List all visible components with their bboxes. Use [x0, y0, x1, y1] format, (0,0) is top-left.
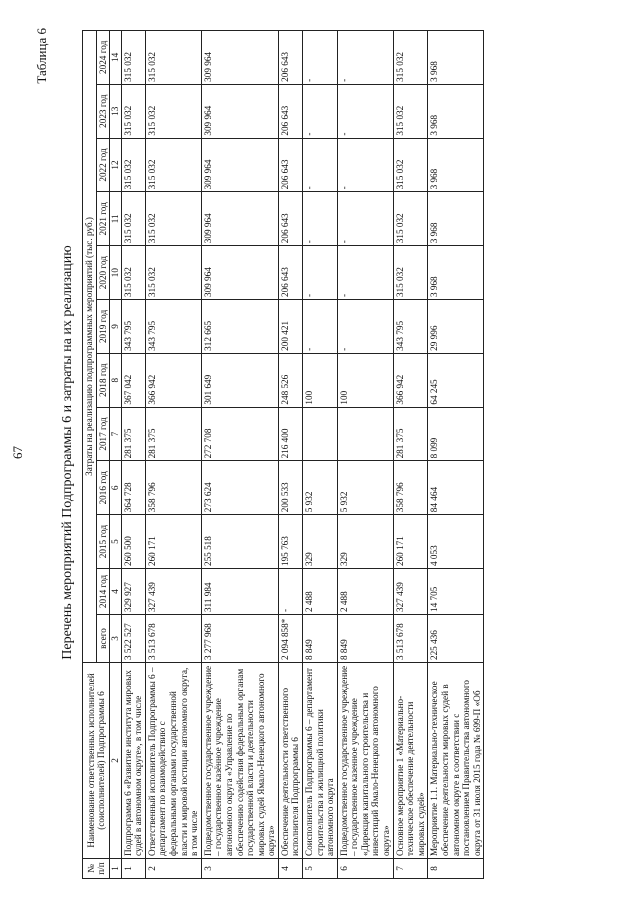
column-index-cell: 14: [110, 30, 122, 84]
column-index-cell: 1: [110, 859, 122, 879]
column-index-cell: 2: [110, 663, 122, 859]
row-year-cell: 315 032: [121, 84, 145, 138]
table-row: [121, 30, 145, 878]
row-year-cell: 100: [337, 353, 393, 407]
row-2014-cell: 329 927: [121, 569, 145, 615]
row-year-cell: 315 032: [393, 30, 428, 84]
column-index-cell: 10: [110, 246, 122, 300]
table-row: [302, 30, 337, 878]
header-year: 2022 год: [96, 138, 110, 192]
row-year-cell: 315 032: [121, 246, 145, 300]
column-index-cell: 4: [110, 569, 122, 615]
row-year-cell: 3 968: [428, 192, 484, 246]
row-name-cell: Соисполнитель Подпрограммы 6 – департамент строительства и жилищной политики автономного округа: [302, 663, 337, 859]
row-year-cell: 315 032: [393, 138, 428, 192]
row-year-cell: 272 708: [201, 407, 278, 461]
header-year: 2021 год: [96, 192, 110, 246]
row-year-cell: 329: [337, 515, 393, 569]
column-index-cell: 3: [110, 615, 122, 663]
row-year-cell: 315 032: [393, 246, 428, 300]
row-year-cell: 329: [302, 515, 337, 569]
row-year-cell: 216 400: [278, 407, 302, 461]
row-2014-cell: 14 705: [428, 569, 484, 615]
row-number-cell: 7: [393, 859, 428, 879]
row-total-cell: 8 849: [302, 615, 337, 663]
table-row: [145, 30, 201, 878]
header-costs-group: Затраты на реализацию подпрограммных мероприятий (тыс. руб.): [83, 30, 97, 662]
row-year-cell: 315 032: [393, 84, 428, 138]
row-year-cell: 200 533: [278, 461, 302, 515]
row-year-cell: 8 099: [428, 407, 484, 461]
row-year-cell: 343 795: [121, 300, 145, 354]
row-year-cell: -: [302, 84, 337, 138]
row-number-cell: 3: [201, 859, 278, 879]
row-year-cell: 206 643: [278, 246, 302, 300]
row-number-cell: 5: [302, 859, 337, 879]
header-year: 2023 год: [96, 84, 110, 138]
table-row: [337, 30, 393, 878]
row-year-cell: [337, 407, 393, 461]
row-year-cell: 358 796: [145, 461, 201, 515]
header-number: № п/п: [83, 859, 110, 879]
row-name-cell: Подпрограмма 6 «Развитие института мировых судей в автономном округе», в том числе: [121, 663, 145, 859]
row-number-cell: 2: [145, 859, 201, 879]
row-2014-cell: 311 984: [201, 569, 278, 615]
row-year-cell: 260 171: [393, 515, 428, 569]
row-year-cell: 343 795: [393, 300, 428, 354]
table-header-row: [83, 30, 97, 878]
row-total-cell: 225 436: [428, 615, 484, 663]
row-name-cell: Основное мероприятие 1 «Материально-техническое обеспечение деятельности мировых судей»: [393, 663, 428, 859]
row-year-cell: 3 968: [428, 246, 484, 300]
column-index-cell: 8: [110, 353, 122, 407]
row-year-cell: 309 964: [201, 84, 278, 138]
column-index-cell: 13: [110, 84, 122, 138]
row-year-cell: 281 375: [121, 407, 145, 461]
column-index-cell: 7: [110, 407, 122, 461]
document-title: Перечень мероприятий Подпрограммы 6 и затраты на их реализацию: [60, 245, 75, 660]
row-year-cell: 206 643: [278, 30, 302, 84]
column-index-cell: 11: [110, 192, 122, 246]
row-2014-cell: 327 439: [145, 569, 201, 615]
row-year-cell: 309 964: [201, 138, 278, 192]
row-year-cell: 315 032: [121, 192, 145, 246]
row-year-cell: -: [337, 246, 393, 300]
row-year-cell: 200 421: [278, 300, 302, 354]
row-total-cell: 8 849: [337, 615, 393, 663]
row-total-cell: 3 513 678: [145, 615, 201, 663]
row-year-cell: 364 728: [121, 461, 145, 515]
row-year-cell: 367 042: [121, 353, 145, 407]
table-row: [393, 30, 428, 878]
row-year-cell: -: [302, 138, 337, 192]
row-year-cell: 312 665: [201, 300, 278, 354]
row-2014-cell: 327 439: [393, 569, 428, 615]
row-year-cell: 315 032: [121, 30, 145, 84]
row-year-cell: 358 796: [393, 461, 428, 515]
column-index-cell: 6: [110, 461, 122, 515]
row-total-cell: 3 513 678: [393, 615, 428, 663]
row-year-cell: 281 375: [145, 407, 201, 461]
row-year-cell: 315 032: [145, 192, 201, 246]
row-year-cell: 64 245: [428, 353, 484, 407]
row-year-cell: 3 968: [428, 30, 484, 84]
header-year: 2024 год: [96, 30, 110, 84]
row-2014-cell: 2 488: [302, 569, 337, 615]
row-year-cell: -: [337, 30, 393, 84]
row-number-cell: 8: [428, 859, 484, 879]
row-total-cell: 3 522 527: [121, 615, 145, 663]
header-name: Наименование ответственных исполнителей (соисполнителей) Подпрограммы 6: [83, 663, 110, 859]
row-name-cell: Мероприятие 1.1. Материально-техническое обеспечение деятельности мировых судей в автономном округе в соответствии с постановлением Правительства автономного округа от 31 июля 2015 года № 699-П «Об: [428, 663, 484, 859]
row-name-cell: Подведомственное государственное учреждение – государственное казенное учреждение «Дирекция капитального строительства и инвестиций Ямало-Ненецкого автономного округа»: [337, 663, 393, 859]
row-year-cell: -: [337, 300, 393, 354]
row-year-cell: 248 526: [278, 353, 302, 407]
row-year-cell: 3 968: [428, 84, 484, 138]
row-year-cell: 255 518: [201, 515, 278, 569]
header-year: 2019 год: [96, 300, 110, 354]
header-year: 2018 год: [96, 353, 110, 407]
row-year-cell: [302, 407, 337, 461]
column-index-row: [110, 30, 122, 878]
page-number: 67: [10, 446, 25, 459]
row-year-cell: 309 964: [201, 246, 278, 300]
header-total: всего: [96, 615, 110, 663]
row-year-cell: 366 942: [145, 353, 201, 407]
row-year-cell: -: [302, 30, 337, 84]
table-row: [428, 30, 484, 878]
row-name-cell: Ответственный исполнитель Подпрограммы 6 – департамент по взаимодействию с федеральными органами государственной власти и мировой юстиции автономного округа, в том числе: [145, 663, 201, 859]
header-year: 2017 год: [96, 407, 110, 461]
row-year-cell: -: [337, 84, 393, 138]
row-total-cell: 2 094 858*: [278, 615, 302, 663]
row-year-cell: 315 032: [145, 84, 201, 138]
row-year-cell: 206 643: [278, 192, 302, 246]
row-year-cell: 29 996: [428, 300, 484, 354]
row-year-cell: 5 932: [337, 461, 393, 515]
row-year-cell: -: [337, 138, 393, 192]
row-year-cell: 315 032: [145, 246, 201, 300]
row-year-cell: 281 375: [393, 407, 428, 461]
row-year-cell: 100: [302, 353, 337, 407]
header-year: 2016 год: [96, 461, 110, 515]
table-row: [201, 30, 278, 878]
row-number-cell: 1: [121, 859, 145, 879]
table-body: [110, 30, 484, 878]
table-label: Таблица 6: [34, 28, 49, 84]
row-year-cell: 260 500: [121, 515, 145, 569]
row-year-cell: 301 649: [201, 353, 278, 407]
row-2014-cell: -: [278, 569, 302, 615]
row-year-cell: 195 763: [278, 515, 302, 569]
row-year-cell: 3 968: [428, 138, 484, 192]
row-year-cell: 309 964: [201, 30, 278, 84]
row-year-cell: 366 942: [393, 353, 428, 407]
row-year-cell: 206 643: [278, 84, 302, 138]
row-year-cell: -: [302, 300, 337, 354]
column-index-cell: 12: [110, 138, 122, 192]
row-year-cell: 84 464: [428, 461, 484, 515]
row-year-cell: 5 932: [302, 461, 337, 515]
row-year-cell: 4 053: [428, 515, 484, 569]
row-year-cell: 309 964: [201, 192, 278, 246]
row-year-cell: 315 032: [393, 192, 428, 246]
row-2014-cell: 2 488: [337, 569, 393, 615]
row-year-cell: 315 032: [145, 138, 201, 192]
row-total-cell: 3 277 968: [201, 615, 278, 663]
row-year-cell: 260 171: [145, 515, 201, 569]
row-year-cell: 315 032: [145, 30, 201, 84]
header-year: 2020 год: [96, 246, 110, 300]
column-index-cell: 9: [110, 300, 122, 354]
row-name-cell: Обеспечение деятельности ответственного исполнителя Подпрограммы 6: [278, 663, 302, 859]
row-year-cell: 315 032: [121, 138, 145, 192]
row-year-cell: 206 643: [278, 138, 302, 192]
row-number-cell: 6: [337, 859, 393, 879]
row-year-cell: -: [337, 192, 393, 246]
header-2014: 2014 год: [96, 569, 110, 615]
row-year-cell: 343 795: [145, 300, 201, 354]
column-index-cell: 5: [110, 515, 122, 569]
row-name-cell: Подведомственное государственное учреждение – государственное казённое учреждение автономного округа «Управление по обеспечению содействия федеральным органам государственной власти и деятельности мировых судей Ямало-Ненецкого автономного округа»: [201, 663, 278, 859]
row-year-cell: -: [302, 246, 337, 300]
row-number-cell: 4: [278, 859, 302, 879]
program-costs-table: [82, 30, 484, 879]
header-year: 2015 год: [96, 515, 110, 569]
row-year-cell: 273 624: [201, 461, 278, 515]
table-row: [278, 30, 302, 878]
row-year-cell: -: [302, 192, 337, 246]
